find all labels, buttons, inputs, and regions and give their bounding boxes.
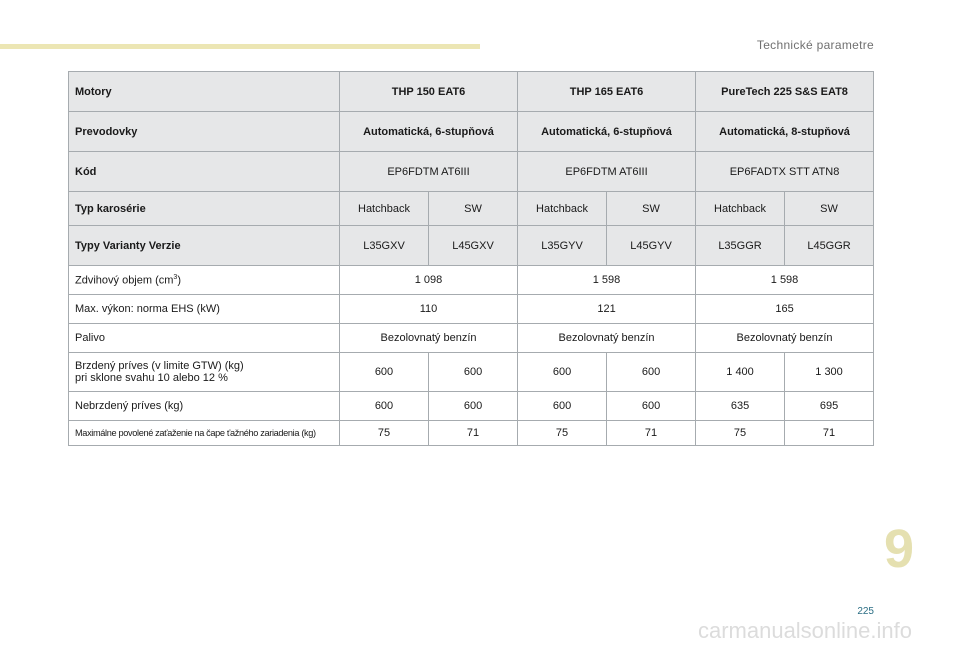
cell-text: 1 098: [414, 274, 443, 286]
table-row: [69, 226, 874, 266]
cell-text: 600: [641, 400, 661, 412]
value-cell: [696, 192, 785, 226]
table-row: [69, 72, 874, 112]
table-row: [69, 112, 874, 152]
value-cell: [340, 295, 518, 324]
specifications-table: [68, 71, 874, 446]
cell-text: 71: [822, 427, 836, 439]
value-cell: [785, 192, 874, 226]
cell-text: Palivo: [75, 332, 105, 344]
value-cell: [607, 421, 696, 446]
table-row: [69, 421, 874, 446]
superscript: 3: [173, 273, 178, 281]
chapter-number: 9: [883, 519, 914, 579]
cell-text: 165: [775, 303, 794, 315]
value-cell: [785, 353, 874, 392]
cell-text: 600: [463, 400, 483, 412]
cell-text: Brzdený príves (v limite GTW) (kg): [75, 360, 244, 372]
cell-text: THP 165 EAT6: [569, 85, 644, 98]
row-label-cell: [69, 72, 340, 112]
value-cell: [696, 324, 874, 353]
cell-text: SW: [820, 202, 838, 215]
value-cell: [518, 72, 696, 112]
cell-text: Automatická, 6-stupňová: [541, 125, 672, 138]
value-cell: [696, 112, 874, 152]
cell-text: Automatická, 8-stupňová: [719, 125, 850, 138]
cell-text: Max. výkon: norma EHS (kW): [75, 303, 220, 315]
specifications-table-body: [69, 72, 874, 446]
value-cell: [340, 112, 518, 152]
table-row: [69, 324, 874, 353]
row-label-cell: [69, 112, 340, 152]
value-cell: [429, 392, 518, 421]
value-cell: [785, 226, 874, 266]
value-cell: [696, 72, 874, 112]
cell-text: EP6FDTM AT6III: [387, 165, 470, 178]
cell-text: 75: [377, 427, 391, 439]
cell-text: 121: [597, 303, 616, 315]
value-cell: [607, 192, 696, 226]
value-cell: [429, 421, 518, 446]
value-cell: [607, 226, 696, 266]
cell-text: 71: [644, 427, 658, 439]
cell-text: SW: [464, 202, 482, 215]
value-cell: [518, 112, 696, 152]
cell-text: 635: [730, 400, 750, 412]
cell-text: L45GXV: [452, 239, 494, 252]
cell-text: 1 598: [770, 274, 799, 286]
value-cell: [696, 266, 874, 295]
cell-text-suffix: ): [177, 274, 181, 287]
table-row: [69, 192, 874, 226]
cell-text: 695: [819, 400, 839, 412]
row-label-cell: [69, 226, 340, 266]
cell-text: 75: [555, 427, 569, 439]
cell-text: 1 598: [592, 274, 621, 286]
value-cell: [696, 295, 874, 324]
row-label-cell: [69, 266, 340, 295]
section-title: Technické parametre: [756, 38, 874, 52]
cell-text: 110: [419, 303, 438, 315]
cell-text: Bezolovnatý benzín: [558, 332, 655, 344]
value-cell: [340, 192, 429, 226]
cell-text: 600: [552, 366, 572, 378]
row-label-cell: [69, 392, 340, 421]
value-cell: [340, 152, 518, 192]
value-cell: [340, 72, 518, 112]
cell-text: Bezolovnatý benzín: [736, 332, 833, 344]
accent-bar: [0, 44, 480, 49]
value-cell: [340, 353, 429, 392]
cell-text: Typy Varianty Verzie: [75, 239, 181, 252]
value-cell: [340, 421, 429, 446]
value-cell: [340, 266, 518, 295]
value-cell: [607, 353, 696, 392]
cell-text: Kód: [75, 165, 97, 178]
cell-text: 600: [552, 400, 572, 412]
cell-text: Hatchback: [536, 202, 588, 215]
value-cell: [518, 266, 696, 295]
cell-text: Nebrzdený príves (kg): [75, 400, 184, 412]
row-label-cell: [69, 152, 340, 192]
row-label-cell: [69, 324, 340, 353]
cell-text: 71: [466, 427, 480, 439]
cell-text: L35GXV: [363, 239, 405, 252]
value-cell: [518, 392, 607, 421]
table-row: [69, 353, 874, 392]
cell-text: 600: [374, 366, 394, 378]
cell-text: Zdvihový objem (cm: [75, 274, 174, 287]
value-cell: [340, 324, 518, 353]
table-row: [69, 392, 874, 421]
cell-text: L45GGR: [807, 239, 851, 252]
cell-text: Automatická, 6-stupňová: [363, 125, 494, 138]
cell-text: L45GYV: [630, 239, 672, 252]
table-row: [69, 152, 874, 192]
cell-text: Maximálne povolené zaťaženie na čape ťažného zariadenia (kg): [75, 428, 316, 438]
cell-text: 75: [733, 427, 747, 439]
row-label-cell: [69, 192, 340, 226]
value-cell: [429, 353, 518, 392]
cell-text: L35GYV: [541, 239, 583, 252]
cell-text: Prevodovky: [75, 125, 138, 138]
value-cell: [518, 226, 607, 266]
cell-text: Hatchback: [358, 202, 410, 215]
cell-text-line2: pri sklone svahu 10 alebo 12 %: [75, 372, 228, 384]
table-row: [69, 266, 874, 295]
cell-text: PureTech 225 S&S EAT8: [721, 85, 848, 98]
value-cell: [340, 226, 429, 266]
value-cell: [696, 421, 785, 446]
value-cell: [518, 324, 696, 353]
value-cell: [518, 295, 696, 324]
value-cell: [607, 392, 696, 421]
value-cell: [518, 421, 607, 446]
value-cell: [518, 353, 607, 392]
value-cell: [518, 152, 696, 192]
value-cell: [696, 353, 785, 392]
row-label-cell: [69, 295, 340, 324]
value-cell: [785, 421, 874, 446]
cell-text: Motory: [75, 85, 112, 98]
page-number: 225: [857, 606, 874, 617]
cell-text: THP 150 EAT6: [391, 85, 466, 98]
cell-text: Typ karosérie: [75, 202, 146, 215]
row-label-cell: [69, 353, 340, 392]
cell-text: SW: [642, 202, 660, 215]
cell-text: EP6FDTM AT6III: [565, 165, 648, 178]
watermark-text: carmanualsonline.info: [697, 618, 912, 643]
value-cell: [696, 392, 785, 421]
cell-text: 1 400: [726, 366, 754, 378]
value-cell: [518, 192, 607, 226]
value-cell: [696, 152, 874, 192]
cell-text: 600: [374, 400, 394, 412]
value-cell: [429, 226, 518, 266]
row-label-cell: [69, 421, 340, 446]
cell-text: Hatchback: [714, 202, 767, 215]
cell-text: 1 300: [815, 366, 843, 378]
cell-text: Bezolovnatý benzín: [380, 332, 477, 344]
value-cell: [429, 192, 518, 226]
value-cell: [785, 392, 874, 421]
cell-text: L35GGR: [718, 239, 762, 252]
table-row: [69, 295, 874, 324]
cell-text: 600: [463, 366, 483, 378]
cell-text: EP6FADTX STT ATN8: [729, 165, 840, 178]
value-cell: [340, 392, 429, 421]
cell-text: 600: [641, 366, 661, 378]
value-cell: [696, 226, 785, 266]
